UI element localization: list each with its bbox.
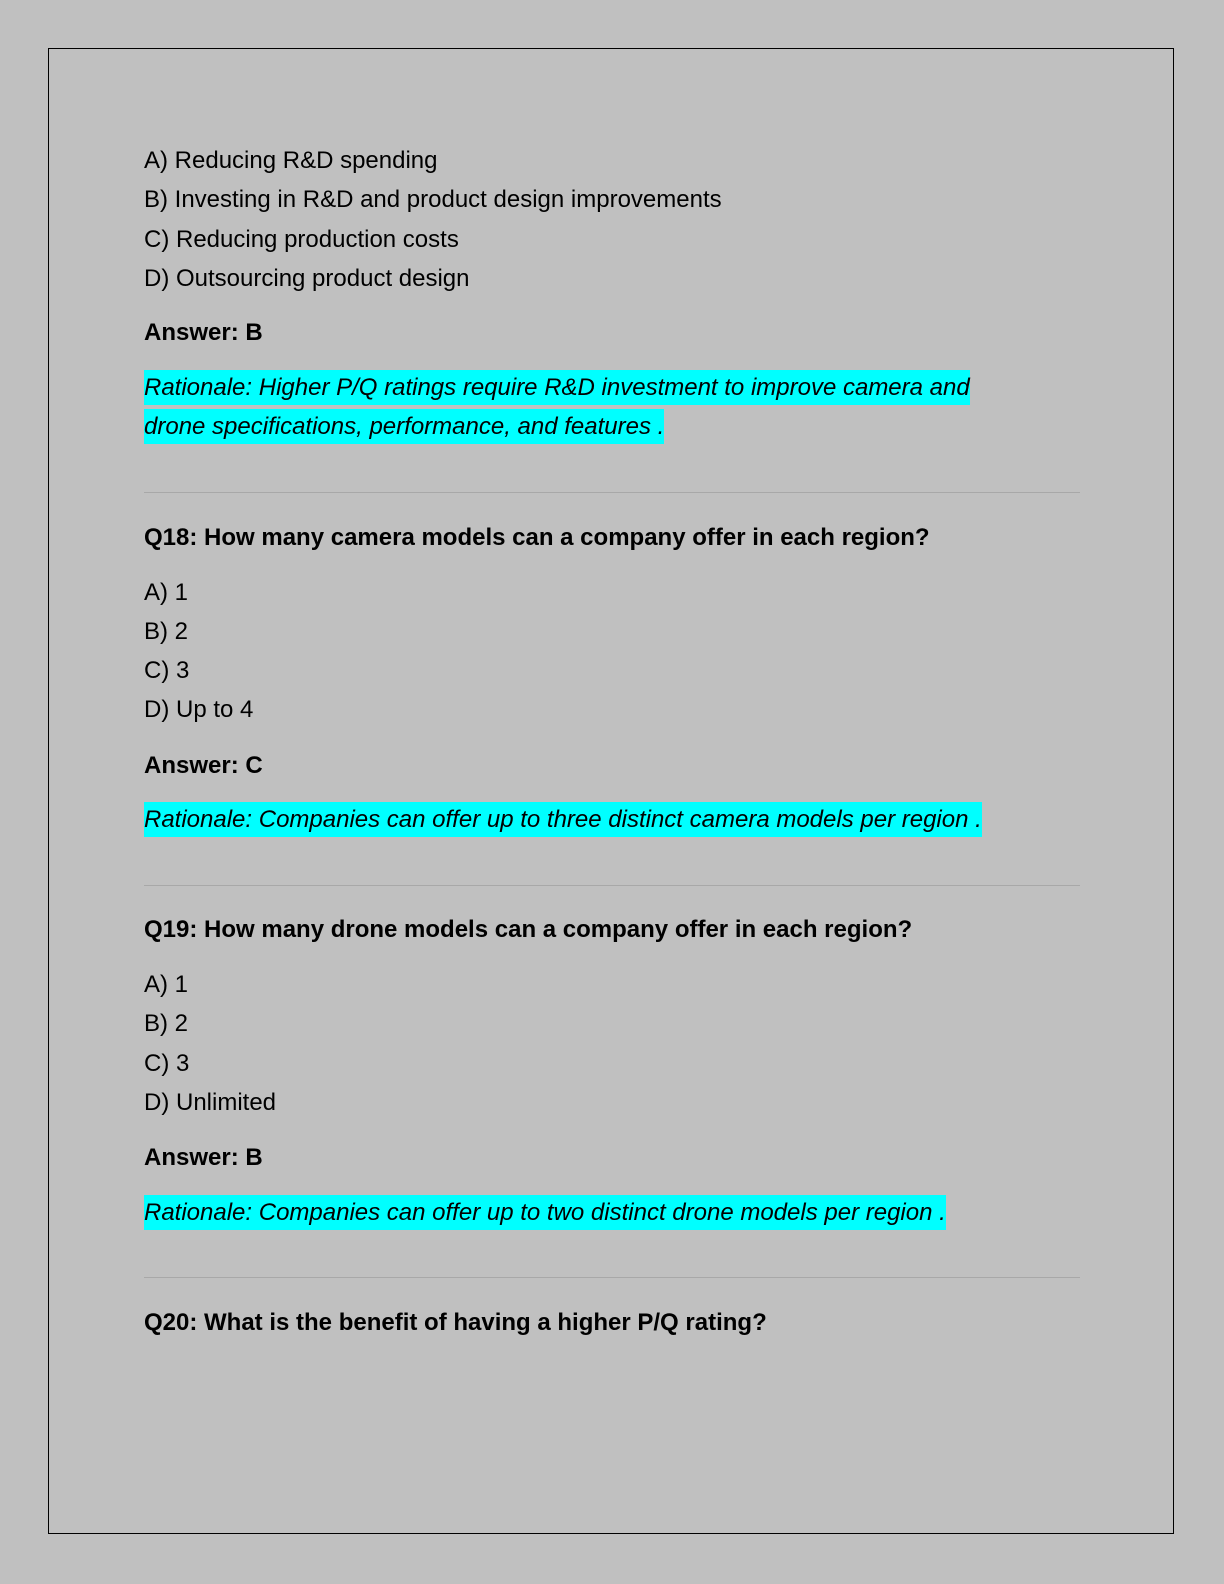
option-b: B) Investing in R&D and product design improvements <box>144 186 722 213</box>
question-q18: Q18: How many camera models can a company offer in each region? <box>144 524 930 551</box>
option-d: D) Up to 4 <box>144 696 254 723</box>
divider <box>144 492 1080 493</box>
option-b: B) 2 <box>144 1010 189 1037</box>
divider <box>144 1277 1080 1278</box>
option-c: C) 3 <box>144 1050 190 1077</box>
option-b: B) 2 <box>144 618 189 645</box>
answer: Answer: B <box>144 319 263 346</box>
option-a: A) 1 <box>144 579 189 606</box>
question-q20: Q20: What is the benefit of having a higher P/Q rating? <box>144 1309 767 1336</box>
rationale-text: Rationale: Companies can offer up to three distinct camera models per region . <box>144 802 982 837</box>
option-d: D) Unlimited <box>144 1089 277 1116</box>
option-c: C) 3 <box>144 657 190 684</box>
rationale <box>144 1198 946 1228</box>
option-c: C) Reducing production costs <box>144 226 459 253</box>
divider <box>144 885 1080 886</box>
rationale <box>144 373 970 442</box>
option-a: A) Reducing R&D spending <box>144 147 438 174</box>
rationale-text: Rationale: Companies can offer up to two distinct drone models per region . <box>144 1195 946 1230</box>
option-d: D) Outsourcing product design <box>144 265 470 292</box>
rationale-line-1: Rationale: Higher P/Q ratings require R&D investment to improve camera and <box>144 370 970 405</box>
option-a: A) 1 <box>144 971 189 998</box>
answer: Answer: C <box>144 752 263 779</box>
rationale <box>144 805 982 835</box>
question-q19: Q19: How many drone models can a company offer in each region? <box>144 916 913 943</box>
rationale-line-2: drone specifications, performance, and features . <box>144 409 664 444</box>
answer: Answer: B <box>144 1144 263 1171</box>
